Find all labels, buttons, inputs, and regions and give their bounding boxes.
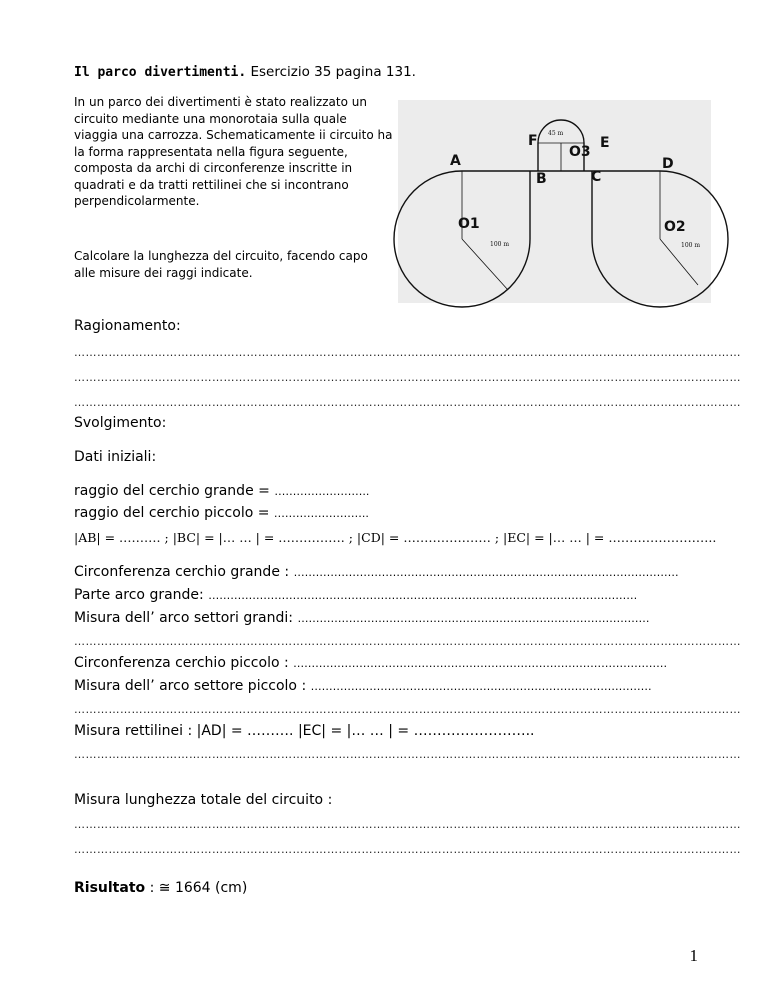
heading-svolgimento: Svolgimento: [74,415,167,431]
title-rest: Esercizio 35 pagina 131. [246,64,416,80]
risultato-row [74,880,247,896]
circ-grande-blank: …………………………………………………………………………………………… [293,566,679,579]
circuit-figure [398,100,711,303]
misura-settore-piccolo-row [74,678,652,694]
misura-settore-piccolo-blank: ………………………………………………………………………………… [310,680,652,693]
problem-question: Calcolare la lunghezza del circuito, facendo capo alle misure dei raggi indicate. [74,249,368,280]
blank-line: ………………………………………………………………………………………………………………………………………………………… [74,371,741,384]
parte-arco-label: Parte arco grande: [74,587,204,603]
label-a: A [450,153,461,169]
circuit-diagram [398,100,711,303]
page-title [74,64,416,80]
rettilinei-row: Misura rettilinei : |AD| = ………. |EC| = |… … | = …………………….. [74,723,535,739]
label-r-left: 100 m [490,241,510,248]
raggio-piccolo-blank: …………………….. [273,507,369,520]
blank-line: ………………………………………………………………………………………………………………………………………………………… [74,843,741,856]
misura-settori-row [74,610,649,626]
segments-row: |AB| = ………. ; |BC| = |… … | = ……………. ; |CD| = ………………… ; |EC| = |… … | = …………………….. [74,530,717,545]
parte-arco-blank: ……………………………………………………………………………………………………… [208,589,638,602]
title-bold: Il parco divertimenti. [74,65,247,80]
label-o3: O3 [569,144,591,160]
label-e: E [600,135,610,151]
blank-line: ………………………………………………………………………………………………………………………………………………………… [74,635,741,648]
problem-text: In un parco dei divertimenti è stato realizzato un circuito mediante una monorotaia sulla quale viaggia una carrozza. Schematicamente ii circuito ha la forma rappresentata nella figura seguente, composta da archi di circonferenze inscritte in quadrati e da tratti rettilinei che si incontrano perpendicolarmente. [74,95,393,208]
totale-label: Misura lunghezza totale del circuito : [74,792,333,808]
parte-arco-row [74,587,637,603]
heading-dati: Dati iniziali: [74,449,157,465]
label-r-right: 100 m [681,242,701,249]
misura-settore-piccolo-label: Misura dell’ arco settore piccolo : [74,678,307,694]
label-o1: O1 [458,216,480,232]
raggio-grande-blank: …………………….. [274,485,370,498]
circ-piccolo-blank: ………………………………………………………………………………………… [293,657,668,670]
blank-line: ………………………………………………………………………………………………………………………………………………………… [74,748,741,761]
circ-piccolo-row [74,655,667,671]
circ-piccolo-label: Circonferenza cerchio piccolo : [74,655,289,671]
raggio-grande-row [74,483,369,499]
heading-ragionamento: Ragionamento: [74,318,181,334]
page-number: 1 [689,946,698,965]
raggio-grande-label: raggio del cerchio grande = [74,483,270,499]
risultato-label: Risultato [74,880,146,896]
circ-grande-label: Circonferenza cerchio grande : [74,564,290,580]
label-c: C [591,169,602,185]
misura-settori-blank: …………………………………………………………………………………… [297,612,650,625]
label-d: D [662,156,674,172]
label-f: F [528,133,538,149]
label-r-small: 45 m [548,130,564,137]
blank-line: ………………………………………………………………………………………………………………………………………………………… [74,703,741,716]
blank-line: ………………………………………………………………………………………………………………………………………………………… [74,818,741,831]
raggio-piccolo-label: raggio del cerchio piccolo = [74,505,270,521]
raggio-piccolo-row [74,505,369,521]
misura-settori-label: Misura dell’ arco settori grandi: [74,610,293,626]
label-o2: O2 [664,219,686,235]
blank-line: ………………………………………………………………………………………………………………………………………………………… [74,396,741,409]
risultato-value: : ≅ 1664 (cm) [145,880,248,896]
label-b: B [536,171,547,187]
circ-grande-row [74,564,679,580]
blank-line: ………………………………………………………………………………………………………………………………………………………… [74,346,741,359]
